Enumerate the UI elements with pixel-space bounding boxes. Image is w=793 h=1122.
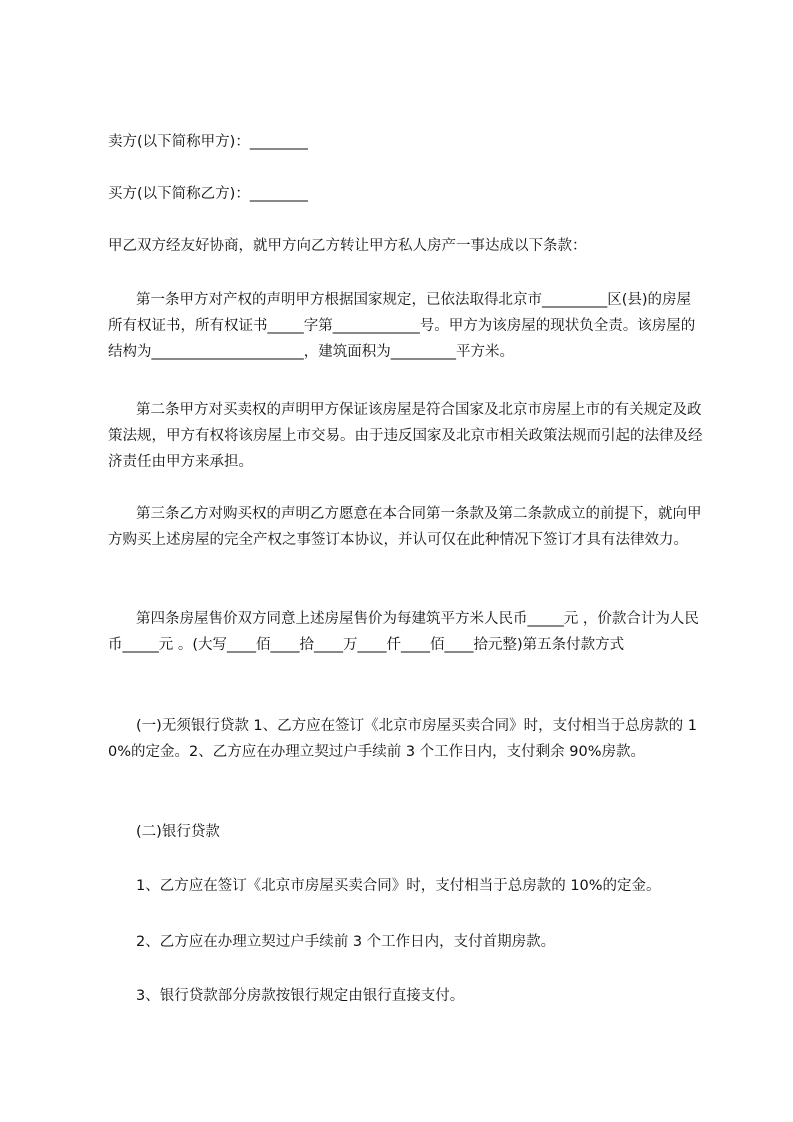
payment-option-2-item-1: 1、乙方应在签订《北京市房屋买卖合同》时，支付相当于总房款的 10%的定金。 — [136, 878, 661, 894]
intro-paragraph: 甲乙双方经友好协商，就甲方向乙方转让甲方私人房产一事达成以下条款： — [108, 238, 587, 254]
buyer-line: 买方(以下简称乙方)：________ — [108, 186, 308, 202]
article-3-paragraph: 第三条乙方对购买权的声明乙方愿意在本合同第一条款及第二条款成立的前提下，就向甲方购买上述房屋的完全产权之事签订本协议，并认可仅在此种情况下签订才具有法律效力。 — [108, 506, 702, 548]
payment-option-1-paragraph: (一)无须银行贷款 1、乙方应在签订《北京市房屋买卖合同》时，支付相当于总房款的 10%的定金。2、乙方应在办理立契过户手续前 3 个工作日内，支付剩余 90%房款。 — [108, 718, 697, 760]
seller-line: 卖方(以下简称甲方)：________ — [108, 134, 308, 150]
payment-option-2-heading: (二)银行贷款 — [136, 824, 220, 840]
article-2-paragraph: 第二条甲方对买卖权的声明甲方保证该房屋是符合国家及北京市房屋上市的有关规定及政策法规，甲方有权将该房屋上市交易。由于违反国家及北京市相关政策法规而引起的法律及经济责任由甲方来承担。 — [108, 402, 703, 470]
payment-option-2-item-3: 3、银行贷款部分房款按银行规定由银行直接支付。 — [136, 988, 465, 1004]
payment-option-2-item-2: 2、乙方应在办理立契过户手续前 3 个工作日内，支付首期房款。 — [136, 934, 556, 950]
article-4-paragraph: 第四条房屋售价双方同意上述房屋售价为每建筑平方米人民币_____元 ，价款合计为人民币_____元 。(大写____佰____拾____万____仟____佰____拾元整)第五条付款方式 — [108, 611, 699, 653]
article-1-paragraph: 第一条甲方对产权的声明甲方根据国家规定，已依法取得北京市_________区(县)的房屋所有权证书，所有权证书_____字第____________号。甲方为该房屋的现状负全责。该房屋的结构为_____________________，建筑面积为_________平方米。 — [108, 292, 696, 360]
